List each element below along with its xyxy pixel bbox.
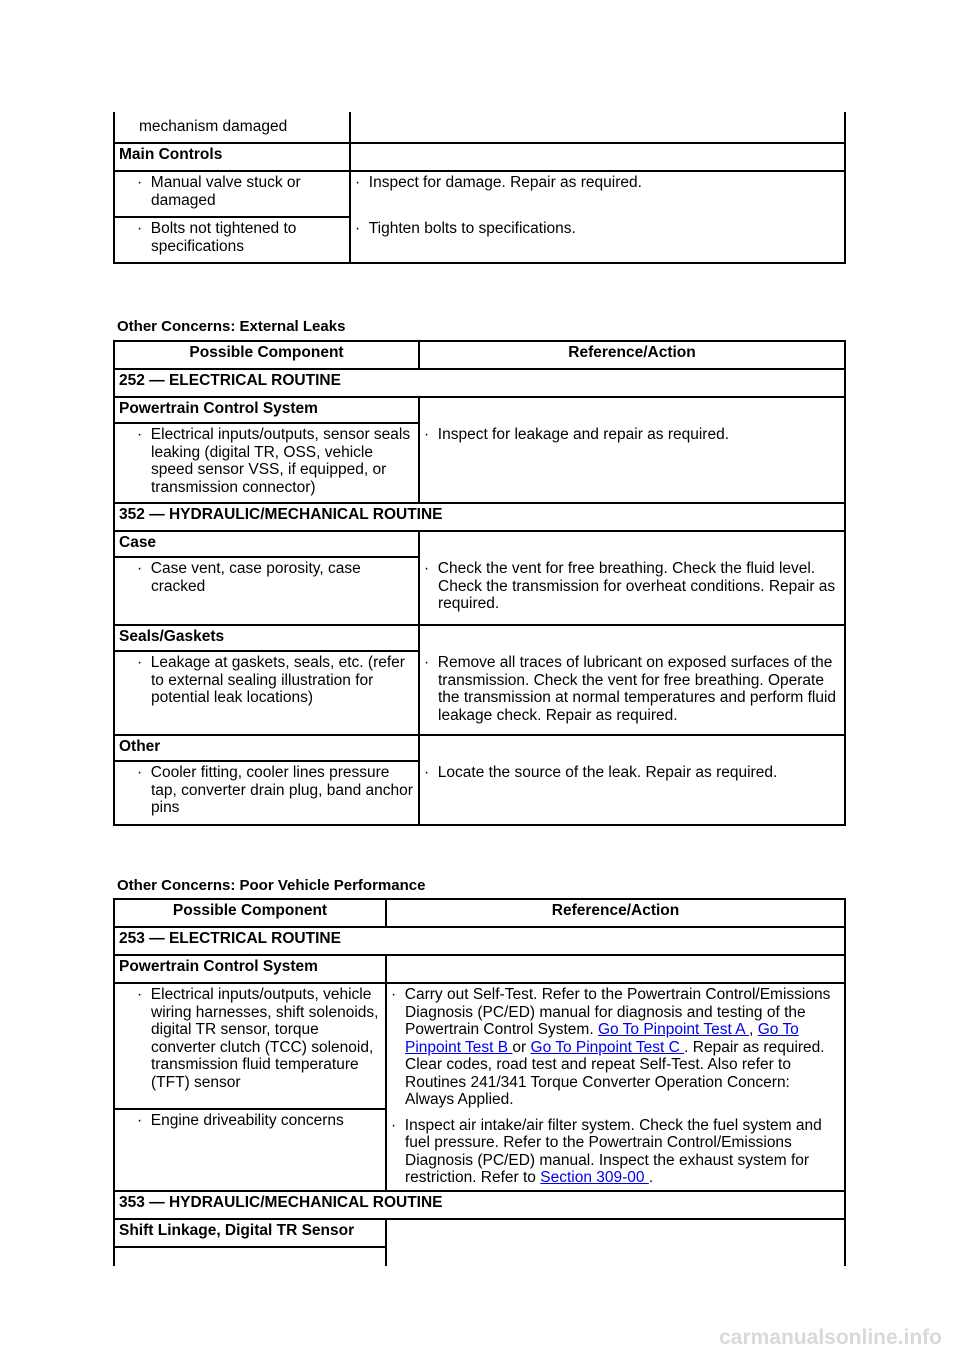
table-row	[114, 625, 845, 651]
top-table	[113, 112, 846, 264]
table-row	[114, 143, 845, 171]
table-row	[114, 369, 845, 397]
action-text: · Locate the source of the leak. Repair as required.	[424, 764, 840, 782]
watermark: carmanualsonline.info	[719, 1326, 942, 1349]
group-title: Main Controls	[114, 143, 350, 171]
table-row	[114, 1191, 845, 1219]
routine-title: 253 — ELECTRICAL ROUTINE	[114, 927, 845, 955]
component-text: · Manual valve stuck or damaged	[119, 174, 345, 209]
table-row	[114, 1219, 845, 1247]
table-row	[114, 983, 845, 1109]
action-text: · Tighten bolts to specifications.	[355, 220, 840, 238]
component-text: · Leakage at gaskets, seals, etc. (refer to external sealing illustration for potential leak locations)	[119, 654, 414, 707]
pinpoint-test-c-link[interactable]: Go To Pinpoint Test C	[530, 1038, 685, 1056]
table-row	[114, 927, 845, 955]
component-text: mechanism damaged	[139, 118, 288, 135]
component-text: · Engine driveability concerns	[119, 1112, 381, 1130]
action-text: · Check the vent for free breathing. Check the fluid level. Check the transmission for overheat conditions. Repair as required.	[424, 560, 840, 613]
column-header-action: Reference/Action	[419, 341, 845, 369]
group-title: Other	[114, 735, 419, 761]
pinpoint-test-b-link[interactable]: Go To Pinpoint Test B	[405, 1021, 799, 1056]
group-title: Case	[114, 531, 419, 557]
table-caption: Other Concerns: External Leaks	[117, 318, 346, 335]
section-309-00-link[interactable]: Section 309-00	[540, 1169, 649, 1186]
component-text: · Cooler fitting, cooler lines pressure tap, converter drain plug, band anchor pins	[119, 764, 414, 817]
column-header-component: Possible Component	[114, 341, 419, 369]
table-header-row	[114, 899, 845, 927]
pinpoint-test-a-link[interactable]: Go To Pinpoint Test A	[597, 1021, 750, 1038]
component-text: · Electrical inputs/outputs, sensor seals leaking (digital TR, OSS, vehicle speed sensor VSS, if equipped, or transmission connector)	[119, 426, 414, 496]
component-text: · Bolts not tightened to specifications	[119, 220, 345, 255]
column-header-component: Possible Component	[114, 899, 386, 927]
component-text: · Electrical inputs/outputs, vehicle wiring harnesses, shift solenoids, digital TR sensor, torque converter clutch (TCC) solenoid, transmission fluid temperature (TFT) sensor	[119, 986, 381, 1091]
table-row	[114, 735, 845, 761]
action-text: · Inspect for damage. Repair as required.	[355, 174, 840, 192]
action-text: · Remove all traces of lubricant on exposed surfaces of the transmission. Check the vent for free breathing. Operate the transmission at normal temperatures and perform fluid leakage check. Repair as required.	[424, 654, 840, 724]
column-header-action: Reference/Action	[386, 899, 845, 927]
group-title: Powertrain Control System	[114, 397, 419, 423]
poor-performance-table	[113, 898, 846, 1266]
routine-title: 252 — ELECTRICAL ROUTINE	[114, 369, 845, 397]
component-text: · Case vent, case porosity, case cracked	[119, 560, 414, 595]
group-title: Powertrain Control System	[114, 955, 386, 983]
table-row	[114, 112, 845, 143]
routine-title: 353 — HYDRAULIC/MECHANICAL ROUTINE	[114, 1191, 845, 1219]
action-text: · Inspect air intake/air filter system. Check the fuel system and fuel pressure. Refer to the Powertrain Control/Emissions Diagnosis (PC/ED) manual. Inspect the exhaust system for restriction. Refer to Section 309-00 .	[391, 1117, 840, 1187]
table-caption: Other Concerns: Poor Vehicle Performance	[117, 877, 426, 894]
external-leaks-table	[113, 340, 846, 826]
table-row	[114, 503, 845, 531]
action-text: · Carry out Self-Test. Refer to the Powertrain Control/Emissions Diagnosis (PC/ED) manual for diagnosis and testing of the Powertrain Control System. Go To Pinpoint Test A , Go To Pinpoint Test B or Go To Pinpoint Test C . Repair as required. Clear codes, road test and repeat Self-Test. Also refer to Routines 241/341 Torque Converter Operation Concern: Always Applied.	[391, 986, 840, 1109]
routine-title: 352 — HYDRAULIC/MECHANICAL ROUTINE	[114, 503, 845, 531]
group-title: Seals/Gaskets	[114, 625, 419, 651]
table-header-row	[114, 341, 845, 369]
table-row	[114, 531, 845, 557]
table-row	[114, 955, 845, 983]
group-title: Shift Linkage, Digital TR Sensor	[114, 1219, 386, 1247]
table-row	[114, 171, 845, 217]
table-row	[114, 397, 845, 423]
action-text: · Inspect for leakage and repair as required.	[424, 426, 840, 444]
